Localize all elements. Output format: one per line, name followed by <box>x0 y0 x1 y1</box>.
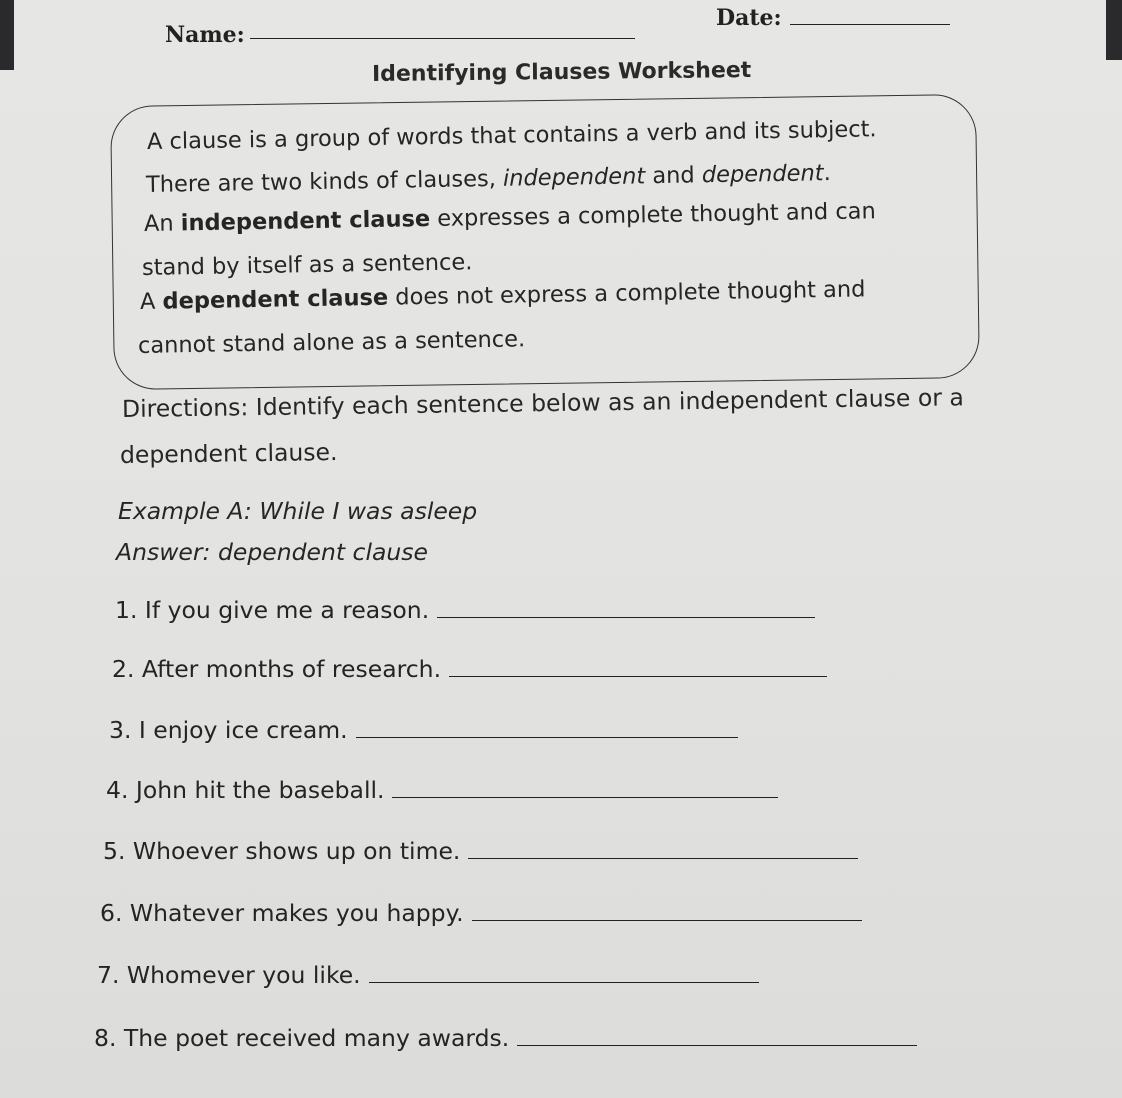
term-dependent-clause: dependent clause <box>162 284 389 315</box>
term-independent: independent <box>502 163 646 192</box>
answer-blank-1[interactable] <box>437 616 815 618</box>
question-3-text: 3. I enjoy ice cream. <box>109 716 348 744</box>
background-edge-right <box>1106 0 1122 60</box>
definition-line-2-c: and <box>645 162 703 190</box>
question-5 <box>103 837 858 865</box>
definition-line-2-a: There are two kinds of clauses, <box>145 165 504 198</box>
definition-line-4: stand by itself as a sentence. <box>141 249 473 281</box>
question-7-text: 7. Whomever you like. <box>97 961 361 989</box>
answer-blank-6[interactable] <box>472 919 862 921</box>
answer-blank-7[interactable] <box>369 981 759 983</box>
date-blank[interactable] <box>790 24 950 25</box>
definition-line-1: A clause is a group of words that contains a verb and its subject. <box>146 116 877 155</box>
answer-blank-2[interactable] <box>449 675 827 677</box>
question-3 <box>109 716 738 744</box>
term-dependent: dependent <box>701 160 824 189</box>
name-label: Name: <box>165 22 245 48</box>
question-1-text: 1. If you give me a reason. <box>115 596 430 624</box>
directions-line-2: dependent clause. <box>119 437 338 469</box>
background-edge-left <box>0 0 14 70</box>
question-6-text: 6. Whatever makes you happy. <box>100 899 464 927</box>
definition-line-6: cannot stand alone as a sentence. <box>137 326 526 359</box>
definition-line-3-c: expresses a complete thought and can <box>429 198 876 233</box>
definition-line-2-e: . <box>823 160 831 187</box>
question-2 <box>112 655 827 683</box>
directions-line-1: Directions: Identify each sentence below as an independent clause or a <box>121 383 964 423</box>
answer-blank-8[interactable] <box>517 1044 917 1046</box>
question-4-text: 4. John hit the baseball. <box>106 776 385 804</box>
definition-line-5-a: A <box>139 288 163 315</box>
answer-blank-5[interactable] <box>468 857 858 859</box>
answer-blank-3[interactable] <box>356 736 738 738</box>
name-blank[interactable] <box>250 38 635 39</box>
example-answer: Answer: dependent clause <box>116 538 428 566</box>
question-4 <box>106 776 778 804</box>
date-label: Date: <box>716 5 782 31</box>
term-independent-clause: independent clause <box>180 206 431 237</box>
question-8-text: 8. The poet received many awards. <box>94 1024 510 1052</box>
definition-line-3-a: An <box>143 210 182 237</box>
definition-line-5-c: does not express a complete thought and <box>387 276 866 311</box>
question-6 <box>100 899 862 927</box>
question-5-text: 5. Whoever shows up on time. <box>103 837 461 865</box>
question-1 <box>115 596 815 624</box>
example-prompt: Example A: While I was asleep <box>118 497 478 525</box>
question-2-text: 2. After months of research. <box>112 655 442 683</box>
page-title: Identifying Clauses Worksheet <box>371 58 752 87</box>
answer-blank-4[interactable] <box>392 796 778 798</box>
question-8 <box>94 1024 917 1052</box>
question-7 <box>97 961 759 989</box>
